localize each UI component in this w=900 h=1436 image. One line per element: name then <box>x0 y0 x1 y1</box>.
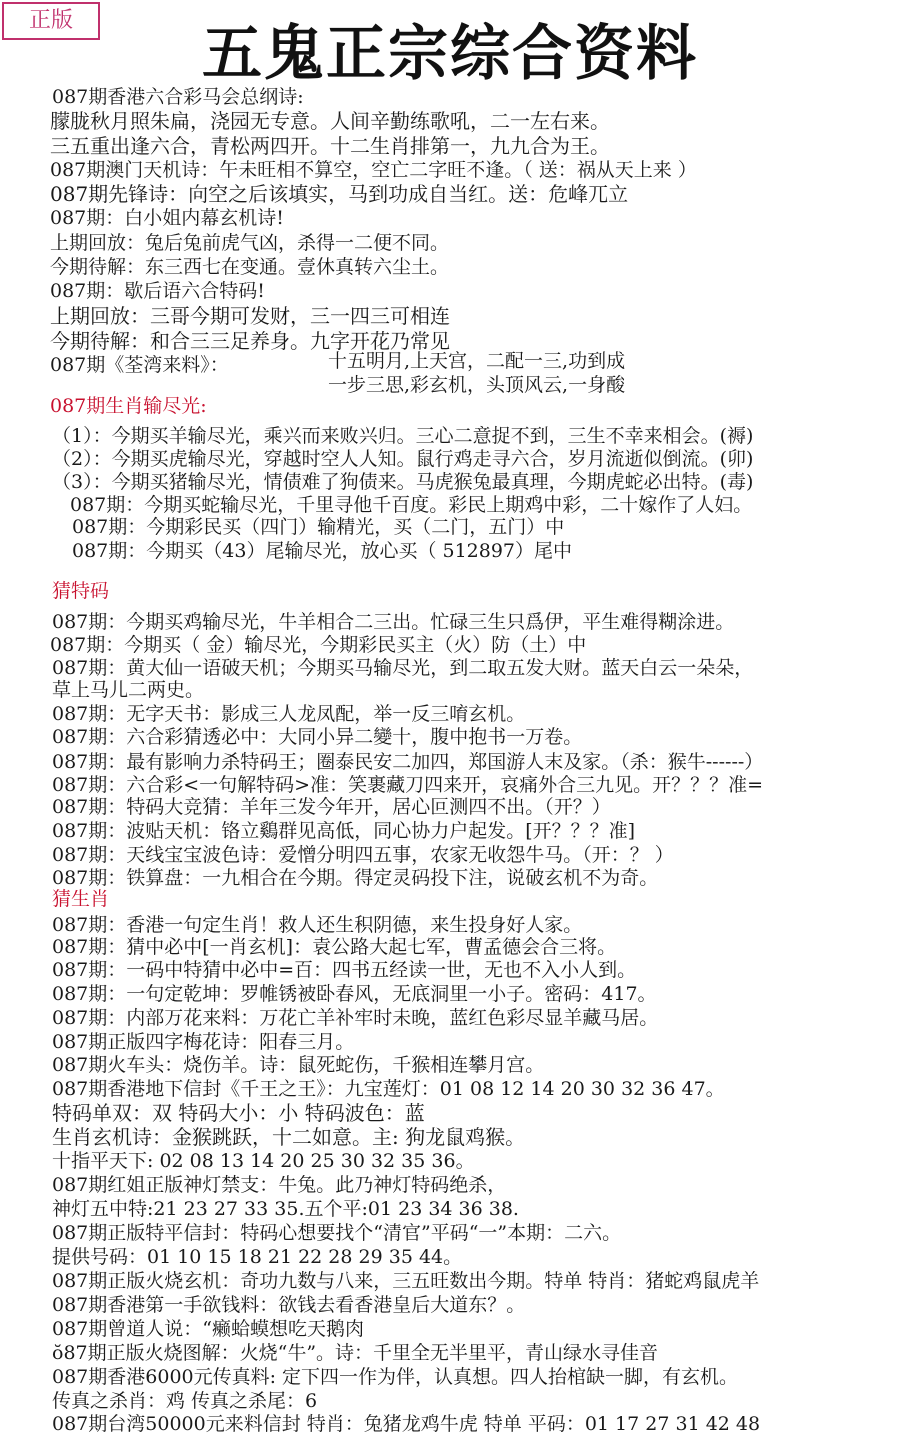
text-line: 087期台湾50000元来料信封 特肖：兔猪龙鸡牛虎 特单 平码：01 17 27 31 42 48 <box>52 1413 761 1435</box>
text-line: 087期：六合彩<一句解特码>准：笑裹藏刀四来开，哀痛外合三九见。开？？？准= <box>52 774 764 796</box>
text-line: 087期香港第一手欲钱料：欲钱去看香港皇后大道东？。 <box>52 1294 526 1316</box>
text-line: 087期：今期买（43）尾输尽光，放心买（ 512897）尾中 <box>72 540 573 562</box>
text-line: 087期香港6000元传真料: 定下四一作为伴，认真想。四人抬棺缺一脚，有玄机。 <box>52 1366 739 1388</box>
text-line: 087期曾道人说：“癞蛤蟆想吃天鹅肉 <box>52 1318 364 1340</box>
text-line: 传真之杀肖：鸡 传真之杀尾：6 <box>52 1390 318 1412</box>
text-line: 087期：黄大仙一语破天机；今期买马输尽光，到二取五发大财。蓝天白云一朵朵， <box>52 657 754 679</box>
text-line: 087期：无字天书：影成三人龙凤配，举一反三唷玄机。 <box>52 703 526 725</box>
text-line: 087期：一句定乾坤：罗帷锈被卧春风，无底洞里一小子。密码：417。 <box>52 983 657 1005</box>
text-line: 087期《荃湾来料》： <box>50 354 229 376</box>
text-line: 十五明月,上天宫，二配一三,功到成 <box>328 350 626 372</box>
text-line: 087期澳门天机诗：午未旺相不算空，空亡二字旺不逢。（ 送：祸从天上来 ） <box>50 159 697 181</box>
text-line: 087期：最有影响力杀特码王；圈泰民安二加四，郑国游人末及家。（杀：猴牛------） <box>52 751 764 773</box>
text-line: 今期待解：和合三三足养身。九字开花乃常见 <box>50 329 450 353</box>
text-line: 生肖玄机诗：金猴跳跃，十二如意。主: 狗龙鼠鸡猴。 <box>52 1125 526 1149</box>
text-line: 087期香港地下信封《千王之王》：九宝莲灯：01 08 12 14 20 30 32 36 47。 <box>52 1078 725 1100</box>
text-line: 087期：天线宝宝波色诗：爱憎分明四五事，农家无收怨牛马。（开：？ ） <box>52 844 674 866</box>
text-line: 087期：歇后语六合特码! <box>50 280 265 302</box>
text-line: 087期：今期买鸡输尽光，牛羊相合二三出。忙碌三生只爲伊，平生难得糊涂进。 <box>52 611 735 633</box>
text-line: 一步三思,彩玄机，头顶风云,一身酸 <box>328 374 626 396</box>
text-line: 087期：白小姐内幕玄机诗! <box>50 207 284 229</box>
section-heading: 087期生肖输尽光: <box>50 395 207 417</box>
text-line: 087期香港六合彩马会总纲诗: <box>52 86 304 108</box>
section-heading: 猜特码 <box>52 580 110 602</box>
text-line: 087期正版火烧玄机：奇功九数与八来，三五旺数出今期。特单 特肖：猪蛇鸡鼠虎羊 <box>52 1270 760 1292</box>
text-line: 087期：猜中必中[一肖玄机]：袁公路大起七军，曹孟德会合三将。 <box>52 936 617 958</box>
text-line: （3）：今期买猪输尽光，情债难了狗债来。马虎猴兔最真理，今期虎蛇必出特。(毒) <box>52 471 754 493</box>
text-line: 上期回放：三哥今期可发财，三一四三可相连 <box>50 304 450 328</box>
text-line: 087期：铁算盘：一九相合在今期。得定灵码投下注，说破玄机不为奇。 <box>52 867 659 889</box>
text-line: （2）：今期买虎输尽光，穿越时空人人知。鼠行鸡走寻六合，岁月流逝似倒流。(卯) <box>52 448 754 470</box>
section-heading: 猜生肖 <box>52 888 110 910</box>
text-line: 今期待解：东三西七在变通。壹休真转六尘土。 <box>50 256 450 278</box>
text-line: 087期：今期彩民买（四门）输精光，买（二门，五门）中 <box>72 516 565 538</box>
text-line: （1）：今期买羊输尽光，乘兴而来败兴归。三心二意捉不到，三生不幸来相会。(褥) <box>52 425 754 447</box>
text-line: 087期：六合彩猜透必中：大同小异二變十，腹中抱书一万卷。 <box>52 726 583 748</box>
text-line: 087期：波贴天机：铬立鷄群见高低，同心协力户起发。[开？？？准] <box>52 820 636 842</box>
text-line: 087期：今期买蛇输尽光，千里寻他千百度。彩民上期鸡中彩，二十嫁作了人妇。 <box>70 494 753 516</box>
text-line: 十指平天下: 02 08 13 14 20 25 30 32 35 36。 <box>52 1150 475 1172</box>
text-line: 087期红姐正版神灯禁支：牛兔。此乃神灯特码绝杀， <box>52 1174 507 1196</box>
text-line: 特码单双：双 特码大小：小 特码波色：蓝 <box>52 1101 425 1125</box>
text-line: 草上马儿二两史。 <box>52 679 205 701</box>
text-line: 三五重出逢六合，青松两四开。十二生肖排第一，九九合为王。 <box>50 134 610 158</box>
text-line: ŏ87期正版火烧图解：火烧“牛”。诗：千里全无半里平，青山绿水寻佳音 <box>52 1342 659 1364</box>
text-line: 087期：内部万花来料：万花亡羊补牢时未晚，蓝红色彩尽显羊藏马居。 <box>52 1007 659 1029</box>
text-line: 087期正版特平信封：特码心想要找个“清官”平码“一”本期：二六。 <box>52 1222 622 1244</box>
text-line: 087期：香港一句定生肖！救人还生积阴德，来生投身好人家。 <box>52 914 583 936</box>
text-line: 087期火车头：烧伤羊。诗：鼠死蛇伤，千猴相连攀月宫。 <box>52 1054 545 1076</box>
page-title: 五鬼正宗综合资料 <box>202 19 698 89</box>
text-line: 神灯五中特:21 23 27 33 35.五个平:01 23 34 36 38. <box>52 1198 519 1220</box>
text-line: 提供号码：01 10 15 18 21 22 28 29 35 44。 <box>52 1246 463 1268</box>
text-line: 上期回放：兔后兔前虎气凶，杀得一二便不同。 <box>50 232 450 254</box>
genuine-badge: 正版 <box>2 2 100 40</box>
text-line: 087期：特码大竞猜：羊年三发今年开，居心叵测四不出。（开？） <box>52 796 611 818</box>
text-line: 087期：一码中特猜中必中=百：四书五经读一世，无也不入小人到。 <box>52 959 637 981</box>
text-line: 087期先锋诗：向空之后该填实，马到功成自当红。送：危峰兀立 <box>50 182 629 206</box>
text-line: 087期正版四字梅花诗：阳春三月。 <box>52 1031 355 1053</box>
text-line: 087期：今期买（ 金）输尽光，今期彩民买主（火）防（土）中 <box>50 634 587 656</box>
text-line: 朦胧秋月照朱扁，浇园无专意。人间辛勤练歌吼，二一左右来。 <box>50 109 610 133</box>
